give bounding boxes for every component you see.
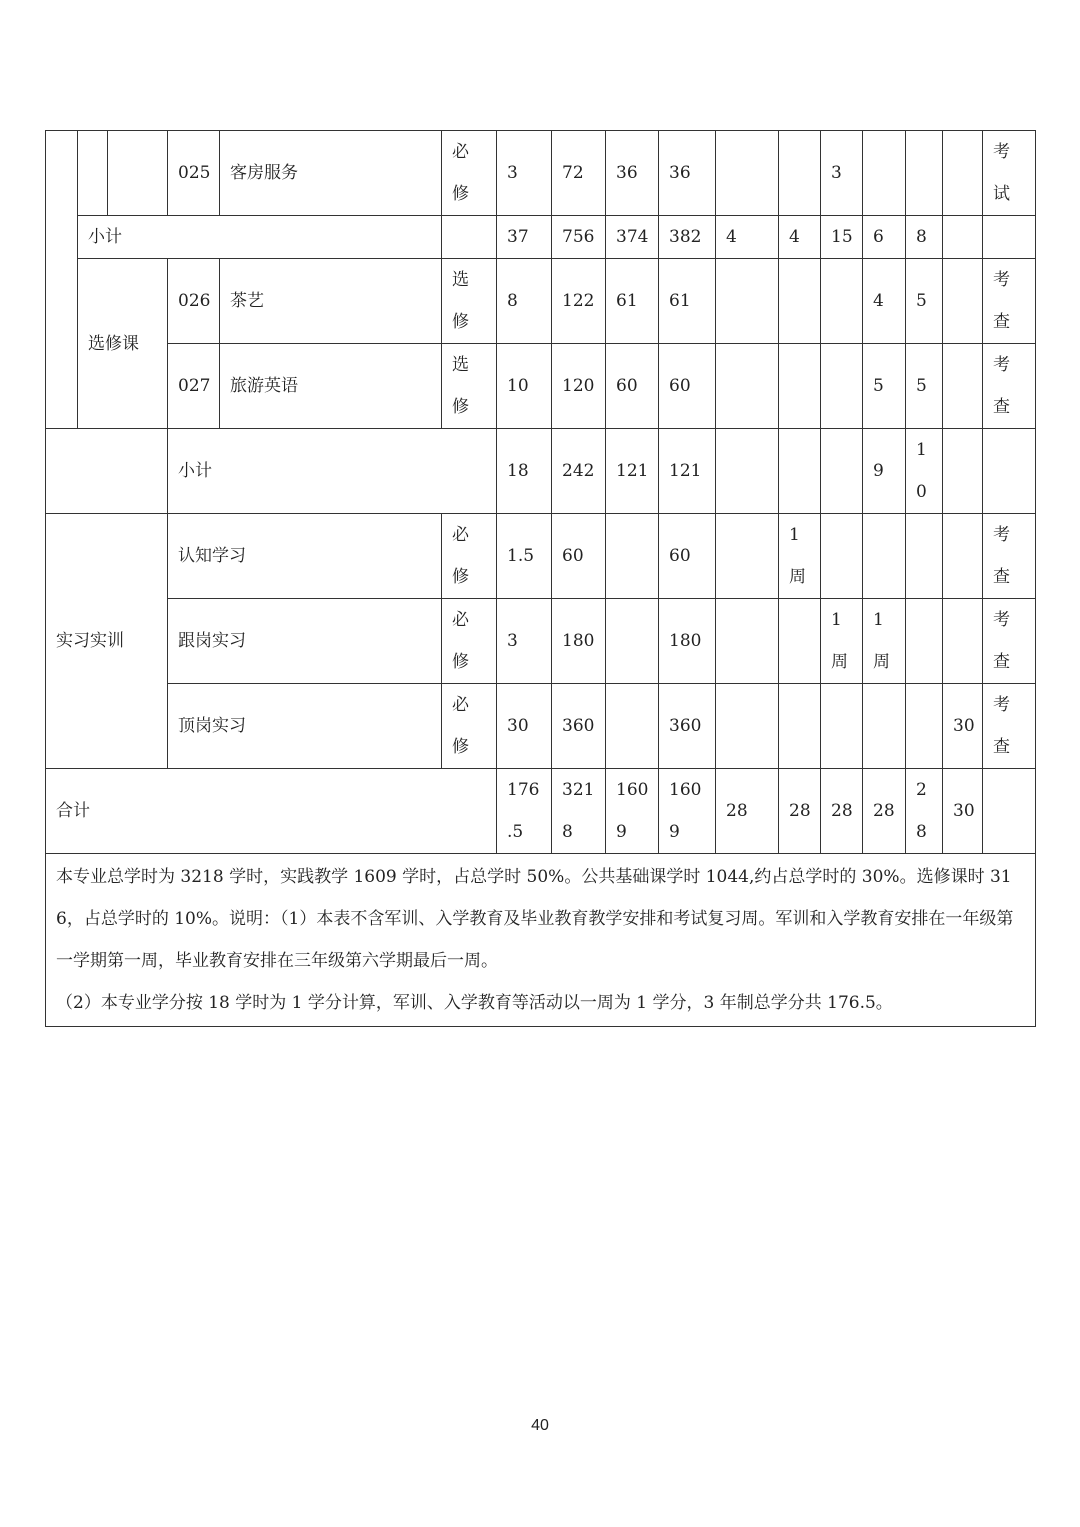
subtotal-label: 小计 bbox=[168, 429, 497, 514]
practice-hours: 382 bbox=[659, 216, 716, 259]
semester-2: 1 周 bbox=[779, 514, 821, 599]
exam-type: 考 查 bbox=[983, 344, 1036, 429]
semester-6 bbox=[943, 131, 983, 216]
total-hours: 122 bbox=[552, 259, 606, 344]
semester-1 bbox=[716, 344, 779, 429]
semester-3: 15 bbox=[821, 216, 863, 259]
practice-hours: 61 bbox=[659, 259, 716, 344]
exam-type: 考 查 bbox=[983, 684, 1036, 769]
semester-4 bbox=[863, 514, 906, 599]
notes-row bbox=[46, 854, 1036, 1027]
semester-2 bbox=[779, 259, 821, 344]
exam-type bbox=[983, 429, 1036, 514]
semester-6 bbox=[943, 344, 983, 429]
course-name: 认知学习 bbox=[168, 514, 442, 599]
theory-hours: 60 bbox=[606, 344, 659, 429]
table-row bbox=[46, 429, 1036, 514]
semester-3: 1 周 bbox=[821, 599, 863, 684]
subtotal-label: 小计 bbox=[78, 216, 442, 259]
total-hours: 120 bbox=[552, 344, 606, 429]
total-hours: 242 bbox=[552, 429, 606, 514]
theory-hours bbox=[606, 684, 659, 769]
semester-5 bbox=[906, 514, 943, 599]
theory-hours bbox=[606, 514, 659, 599]
semester-2 bbox=[779, 684, 821, 769]
semester-3 bbox=[821, 344, 863, 429]
course-name: 旅游英语 bbox=[220, 344, 442, 429]
semester-4 bbox=[863, 131, 906, 216]
semester-6 bbox=[943, 429, 983, 514]
semester-5 bbox=[906, 684, 943, 769]
theory-hours bbox=[606, 599, 659, 684]
note-paragraph-2: （2）本专业学分按 18 学时为 1 学分计算，军训、入学教育等活动以一周为 1 学分，3 年制总学分共 176.5。 bbox=[56, 993, 893, 1013]
course-type: 必 修 bbox=[442, 599, 497, 684]
table-row bbox=[46, 259, 1036, 344]
semester-6: 30 bbox=[943, 684, 983, 769]
course-code: 025 bbox=[168, 131, 220, 216]
total-hours: 321 8 bbox=[552, 769, 606, 854]
semester-4: 1 周 bbox=[863, 599, 906, 684]
semester-6 bbox=[943, 259, 983, 344]
practice-hours: 160 9 bbox=[659, 769, 716, 854]
semester-5: 5 bbox=[906, 344, 943, 429]
table-row bbox=[46, 684, 1036, 769]
course-type: 必 修 bbox=[442, 684, 497, 769]
exam-type: 考 查 bbox=[983, 259, 1036, 344]
semester-4: 5 bbox=[863, 344, 906, 429]
theory-hours: 121 bbox=[606, 429, 659, 514]
semester-2 bbox=[779, 429, 821, 514]
semester-1 bbox=[716, 684, 779, 769]
course-code: 027 bbox=[168, 344, 220, 429]
total-hours: 72 bbox=[552, 131, 606, 216]
course-type: 选 修 bbox=[442, 344, 497, 429]
practice-hours: 121 bbox=[659, 429, 716, 514]
outer-category-cell bbox=[46, 131, 78, 429]
total-hours: 756 bbox=[552, 216, 606, 259]
semester-5 bbox=[906, 131, 943, 216]
total-hours: 360 bbox=[552, 684, 606, 769]
semester-3 bbox=[821, 259, 863, 344]
practice-hours: 36 bbox=[659, 131, 716, 216]
semester-1: 4 bbox=[716, 216, 779, 259]
practice-hours: 60 bbox=[659, 514, 716, 599]
theory-hours: 160 9 bbox=[606, 769, 659, 854]
practice-hours: 180 bbox=[659, 599, 716, 684]
course-name: 顶岗实习 bbox=[168, 684, 442, 769]
semester-4: 28 bbox=[863, 769, 906, 854]
credit: 3 bbox=[497, 131, 552, 216]
course-name: 跟岗实习 bbox=[168, 599, 442, 684]
course-code: 026 bbox=[168, 259, 220, 344]
semester-6 bbox=[943, 216, 983, 259]
course-type: 必 修 bbox=[442, 131, 497, 216]
credit: 30 bbox=[497, 684, 552, 769]
internship-label: 实习实训 bbox=[46, 514, 168, 769]
semester-6 bbox=[943, 514, 983, 599]
semester-4: 6 bbox=[863, 216, 906, 259]
curriculum-table bbox=[45, 130, 1036, 1027]
semester-6: 30 bbox=[943, 769, 983, 854]
semester-4 bbox=[863, 684, 906, 769]
elective-label: 选修课 bbox=[78, 259, 168, 429]
table-row bbox=[46, 599, 1036, 684]
exam-type: 考 查 bbox=[983, 599, 1036, 684]
theory-hours: 61 bbox=[606, 259, 659, 344]
semester-1 bbox=[716, 599, 779, 684]
semester-1 bbox=[716, 259, 779, 344]
table-row bbox=[46, 216, 1036, 259]
semester-5: 2 8 bbox=[906, 769, 943, 854]
table-row bbox=[46, 514, 1036, 599]
empty-cell bbox=[108, 131, 168, 216]
semester-2 bbox=[779, 344, 821, 429]
practice-hours: 60 bbox=[659, 344, 716, 429]
credit: 18 bbox=[497, 429, 552, 514]
semester-1 bbox=[716, 514, 779, 599]
theory-hours: 374 bbox=[606, 216, 659, 259]
exam-type bbox=[983, 216, 1036, 259]
credit: 10 bbox=[497, 344, 552, 429]
course-type bbox=[442, 216, 497, 259]
table-row bbox=[46, 769, 1036, 854]
semester-4: 4 bbox=[863, 259, 906, 344]
table-row bbox=[46, 344, 1036, 429]
credit: 176 .5 bbox=[497, 769, 552, 854]
note-paragraph-1: 本专业总学时为 3218 学时，实践教学 1609 学时，占总学时 50%。公共基础课学时 1044,约占总学时的 30%。选修课时 316，占总学时的 10%。说明：（1）本表不含军训、入学教育及毕业教育教学安排和考试复习周。军训和入学教育安排在一年级第一学期第一周，毕业教育安排在三年级第六学期最后一周。 bbox=[56, 867, 1014, 971]
semester-1: 28 bbox=[716, 769, 779, 854]
semester-3: 3 bbox=[821, 131, 863, 216]
exam-type bbox=[983, 769, 1036, 854]
total-hours: 180 bbox=[552, 599, 606, 684]
semester-2 bbox=[779, 599, 821, 684]
total-label: 合计 bbox=[46, 769, 497, 854]
page-number: 40 bbox=[531, 1417, 549, 1434]
semester-6 bbox=[943, 599, 983, 684]
semester-4: 9 bbox=[863, 429, 906, 514]
credit: 1.5 bbox=[497, 514, 552, 599]
empty-cell bbox=[78, 131, 108, 216]
empty-cell bbox=[46, 429, 168, 514]
semester-5 bbox=[906, 599, 943, 684]
exam-type: 考 查 bbox=[983, 514, 1036, 599]
semester-1 bbox=[716, 429, 779, 514]
practice-hours: 360 bbox=[659, 684, 716, 769]
semester-3 bbox=[821, 429, 863, 514]
table-row bbox=[46, 131, 1036, 216]
theory-hours: 36 bbox=[606, 131, 659, 216]
course-name: 茶艺 bbox=[220, 259, 442, 344]
credit: 8 bbox=[497, 259, 552, 344]
course-type: 选 修 bbox=[442, 259, 497, 344]
exam-type: 考 试 bbox=[983, 131, 1036, 216]
semester-3 bbox=[821, 514, 863, 599]
semester-3: 28 bbox=[821, 769, 863, 854]
semester-2: 4 bbox=[779, 216, 821, 259]
course-name: 客房服务 bbox=[220, 131, 442, 216]
semester-5: 5 bbox=[906, 259, 943, 344]
total-hours: 60 bbox=[552, 514, 606, 599]
course-type: 必 修 bbox=[442, 514, 497, 599]
notes-cell bbox=[46, 854, 1036, 1027]
semester-5: 1 0 bbox=[906, 429, 943, 514]
semester-2: 28 bbox=[779, 769, 821, 854]
semester-2 bbox=[779, 131, 821, 216]
semester-1 bbox=[716, 131, 779, 216]
semester-3 bbox=[821, 684, 863, 769]
credit: 37 bbox=[497, 216, 552, 259]
credit: 3 bbox=[497, 599, 552, 684]
semester-5: 8 bbox=[906, 216, 943, 259]
